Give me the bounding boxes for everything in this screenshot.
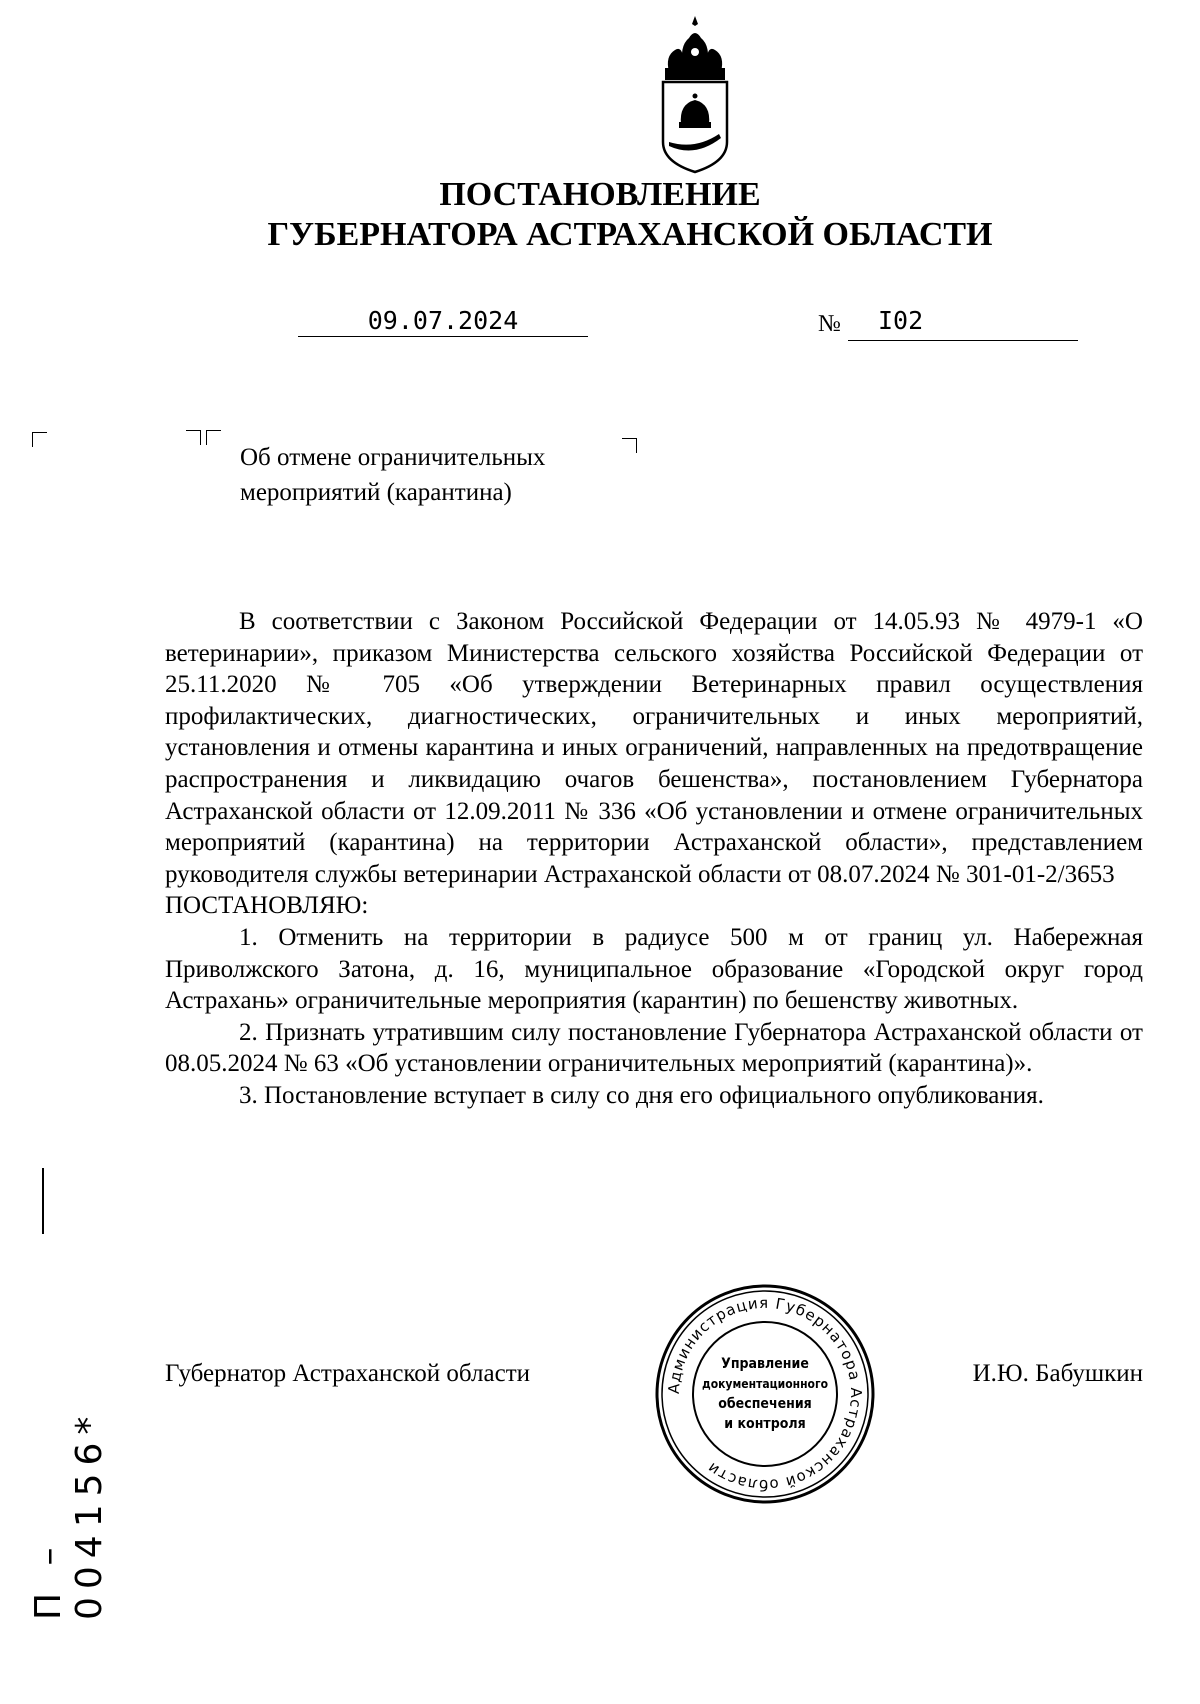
document-body <box>165 606 1143 1112</box>
document-subject <box>240 440 545 510</box>
svg-text:Администрация Губернатора Астр <box>665 1294 865 1494</box>
subject-line: Об отмене ограничительных <box>240 444 546 471</box>
document-date: 09.07.2024 <box>367 306 519 335</box>
signatory-position: Губернатор Астраханской области <box>165 1360 531 1387</box>
decree-word: ПОСТАНОВЛЯЮ: <box>165 892 369 920</box>
number-underline <box>848 340 1078 341</box>
preamble-paragraph: В соответствии с Законом Российской Федерации от 14.05.93 № 4979-1 «О ветеринарии», приказом Министерства сельского хозяйства Российской Федерации от 25.11.2020 № 705 «Об утверждении Ветеринарных правил осуществления профилактических, диагностических, ограничительных и иных мероприятий, установления и отмены карантина и иных ограничений, направленных на предотвращение распространения и ликвидацию очагов бешенства», постановлением Губернатора Астраханской области от 12.09.2011 № 336 «Об установлении и отмене ограничительных мероприятий (карантина) на территории Астраханской области», представлением руководителя службы ветеринарии Астраханской области от 08.07.2024 № 301-01-2/3653 <box>165 608 1143 888</box>
seal-inner-line: и контроля <box>724 1416 806 1432</box>
document-title: ПОСТАНОВЛЕНИЕ <box>439 176 761 213</box>
seal-outer-text: Администрация Губернатора Астраханской области <box>664 1293 866 1495</box>
margin-corner-mark <box>32 432 47 447</box>
body-item: 1. Отменить на территории в радиусе 500 м от границ ул. Набережная Приволжского Затона, д. 16, муниципальное образование «Городской округ город Астрахань» ограничительные мероприятия (карантин) по бешенству животных. <box>165 923 1143 1015</box>
seal-inner-line: обеспечения <box>718 1396 812 1412</box>
seal-inner-line: документационного <box>701 1377 829 1391</box>
coat-of-arms-emblem <box>655 16 735 174</box>
issuer-title: ГУБЕРНАТОРА АСТРАХАНСКОЙ ОБЛАСТИ <box>267 216 993 253</box>
date-underline <box>298 336 588 337</box>
subject-corner-mark-end <box>622 438 637 453</box>
subject-corner-mark-left <box>186 430 201 445</box>
subject-corner-mark-right <box>206 430 221 445</box>
number-sign: № <box>818 311 841 337</box>
seal-inner-line: Управление <box>721 1356 809 1372</box>
signatory-name: И.Ю. Бабушкин <box>972 1360 1143 1387</box>
margin-mark <box>42 1168 44 1234</box>
subject-line: мероприятий (карантина) <box>240 479 512 506</box>
body-item: 2. Признать утратившим силу постановление Губернатора Астраханской области от 08.05.2024 № 63 «Об установлении ограничительных мероприятий (карантина)». <box>165 1018 1143 1078</box>
document-number: I02 <box>878 306 924 335</box>
registration-code: П – 004156* <box>28 1408 110 1620</box>
body-item: 3. Постановление вступает в силу со дня его официального опубликования. <box>239 1081 1044 1109</box>
official-seal <box>653 1282 877 1506</box>
